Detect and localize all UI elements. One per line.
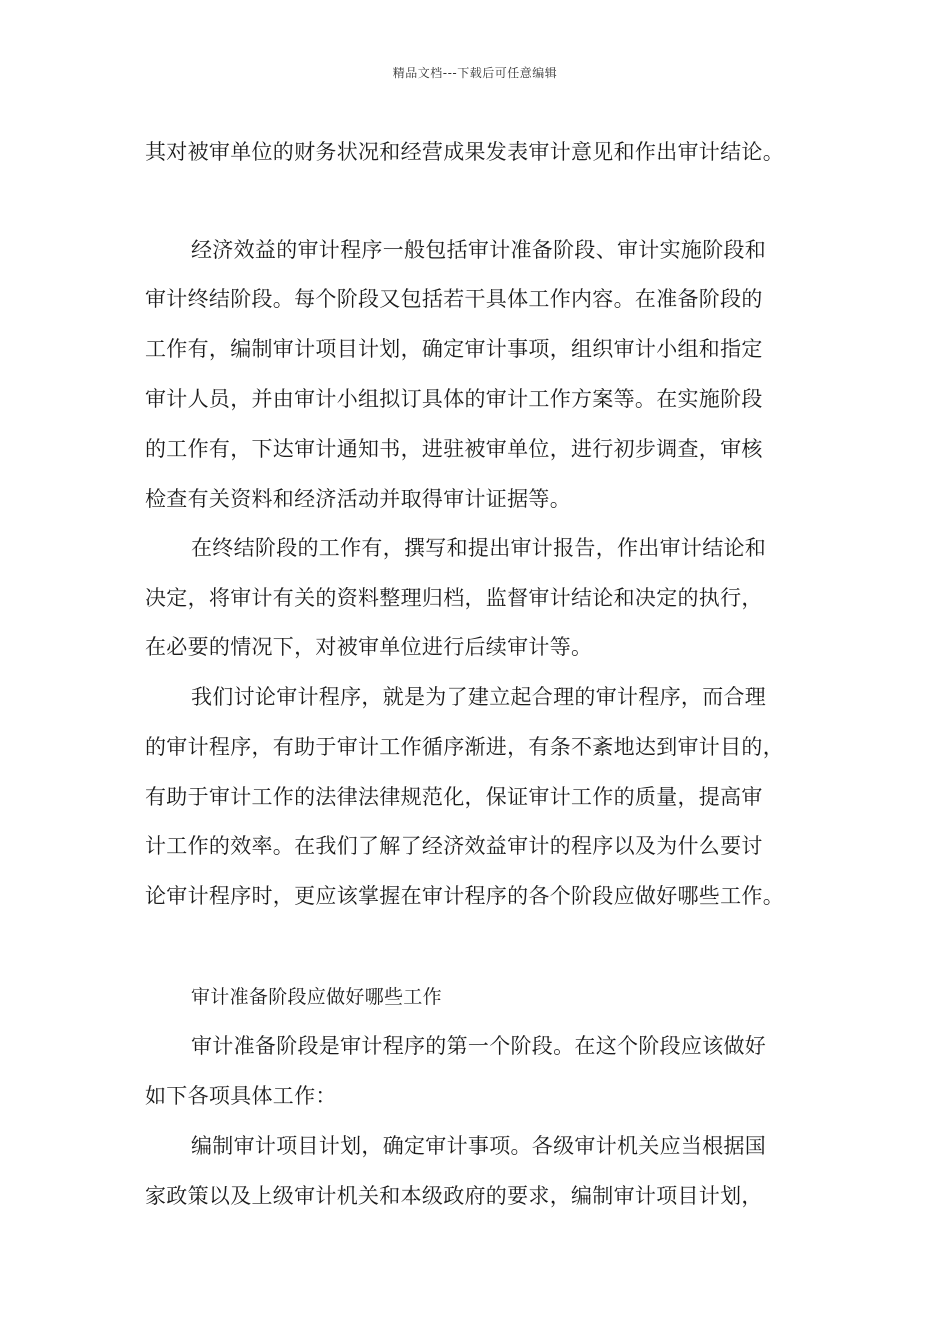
body-line: 其对被审单位的财务状况和经营成果发表审计意见和作出审计结论。 xyxy=(145,140,784,164)
body-line: 如下各项具体工作： xyxy=(145,1084,337,1108)
body-line: 决定，将审计有关的资料整理归档，监督审计结论和决定的执行， xyxy=(145,586,763,610)
body-line: 工作有，编制审计项目计划，确定审计事项，组织审计小组和指定 xyxy=(145,337,763,361)
paragraph-first-line: 经济效益的审计程序一般包括审计准备阶段、审计实施阶段和 xyxy=(191,238,767,262)
paragraph-first-line: 在终结阶段的工作有，撰写和提出审计报告，作出审计结论和 xyxy=(191,536,767,560)
body-line: 论审计程序时，更应该掌握在审计程序的各个阶段应做好哪些工作。 xyxy=(145,884,784,908)
body-line: 审计人员，并由审计小组拟订具体的审计工作方案等。在实施阶段 xyxy=(145,387,763,411)
paragraph-first-line: 我们讨论审计程序，就是为了建立起合理的审计程序，而合理 xyxy=(191,685,767,709)
body-line: 计工作的效率。在我们了解了经济效益审计的程序以及为什么要讨 xyxy=(145,834,763,858)
body-line: 家政策以及上级审计机关和本级政府的要求，编制审计项目计划， xyxy=(145,1184,763,1208)
section-heading: 审计准备阶段应做好哪些工作 xyxy=(191,986,442,1008)
body-line: 审计终结阶段。每个阶段又包括若干具体工作内容。在准备阶段的 xyxy=(145,287,763,311)
body-line: 检查有关资料和经济活动并取得审计证据等。 xyxy=(145,487,571,511)
body-line: 的审计程序，有助于审计工作循序渐进，有条不紊地达到审计目的， xyxy=(145,735,784,759)
paragraph-first-line: 编制审计项目计划，确定审计事项。各级审计机关应当根据国 xyxy=(191,1134,767,1158)
body-line: 的工作有，下达审计通知书，进驻被审单位，进行初步调查，审核 xyxy=(145,437,763,461)
body-line: 在必要的情况下，对被审单位进行后续审计等。 xyxy=(145,635,593,659)
paragraph-first-line: 审计准备阶段是审计程序的第一个阶段。在这个阶段应该做好 xyxy=(191,1034,767,1058)
body-line: 有助于审计工作的法律法律规范化，保证审计工作的质量，提高审 xyxy=(145,785,763,809)
page-header: 精品文档---下载后可任意编辑 xyxy=(392,66,558,80)
